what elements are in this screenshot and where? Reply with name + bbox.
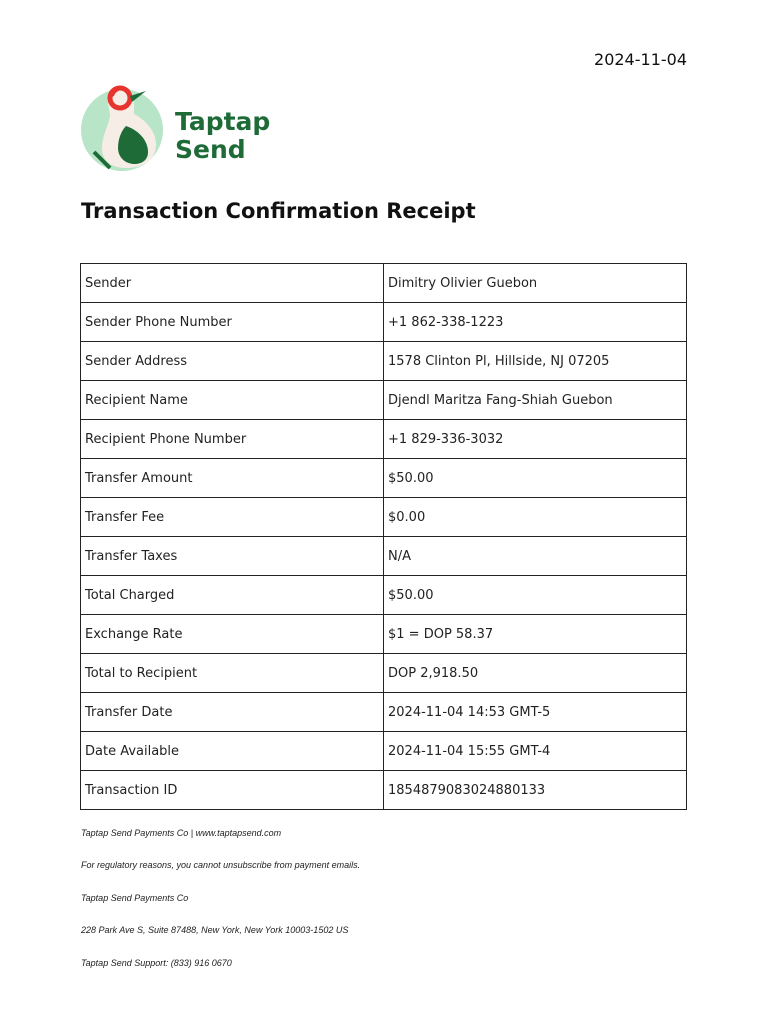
table-row [81,693,687,732]
row-value: $1 = DOP 58.37 [384,615,687,654]
bird-icon [80,82,166,172]
page-title: Transaction Confirmation Receipt [81,199,476,223]
receipt-date: 2024-11-04 [594,50,687,69]
row-label: Total Charged [81,576,384,615]
brand-wordmark [175,108,270,164]
table-row [81,732,687,771]
table-row [81,303,687,342]
table-row [81,342,687,381]
table-row [81,576,687,615]
footer-line: Taptap Send Payments Co | www.taptapsend.com [81,828,282,838]
table-row [81,420,687,459]
table-row [81,264,687,303]
row-value: 2024-11-04 14:53 GMT-5 [384,693,687,732]
row-label: Sender Address [81,342,384,381]
row-value: 2024-11-04 15:55 GMT-4 [384,732,687,771]
table-row [81,459,687,498]
row-value: $50.00 [384,459,687,498]
row-label: Transfer Amount [81,459,384,498]
row-value: 1578 Clinton Pl, Hillside, NJ 07205 [384,342,687,381]
row-value: 1854879083024880133 [384,771,687,810]
row-label: Total to Recipient [81,654,384,693]
table-row [81,498,687,537]
brand-line-1: Taptap [175,107,271,136]
row-label: Transfer Fee [81,498,384,537]
row-value: $0.00 [384,498,687,537]
row-label: Date Available [81,732,384,771]
footer-line: Taptap Send Support: (833) 916 0670 [81,958,232,968]
table-row [81,654,687,693]
brand-line-2: Send [175,135,246,164]
row-label: Recipient Name [81,381,384,420]
row-label: Recipient Phone Number [81,420,384,459]
row-label: Exchange Rate [81,615,384,654]
row-value: +1 829-336-3032 [384,420,687,459]
row-label: Transfer Taxes [81,537,384,576]
footer-line: Taptap Send Payments Co [81,893,189,903]
receipt-table [80,263,687,810]
row-value: +1 862-338-1223 [384,303,687,342]
footer-line: For regulatory reasons, you cannot unsubscribe from payment emails. [81,860,361,870]
taptap-send-logo [80,82,280,172]
row-label: Transfer Date [81,693,384,732]
row-value: DOP 2,918.50 [384,654,687,693]
table-row [81,537,687,576]
row-label: Sender [81,264,384,303]
row-label: Sender Phone Number [81,303,384,342]
row-value: N/A [384,537,687,576]
table-row [81,771,687,810]
footer-line: 228 Park Ave S, Suite 87488, New York, New York 10003-1502 US [81,925,349,935]
row-value: $50.00 [384,576,687,615]
table-row [81,381,687,420]
table-row [81,615,687,654]
row-value: Dimitry Olivier Guebon [384,264,687,303]
row-value: Djendl Maritza Fang-Shiah Guebon [384,381,687,420]
row-label: Transaction ID [81,771,384,810]
